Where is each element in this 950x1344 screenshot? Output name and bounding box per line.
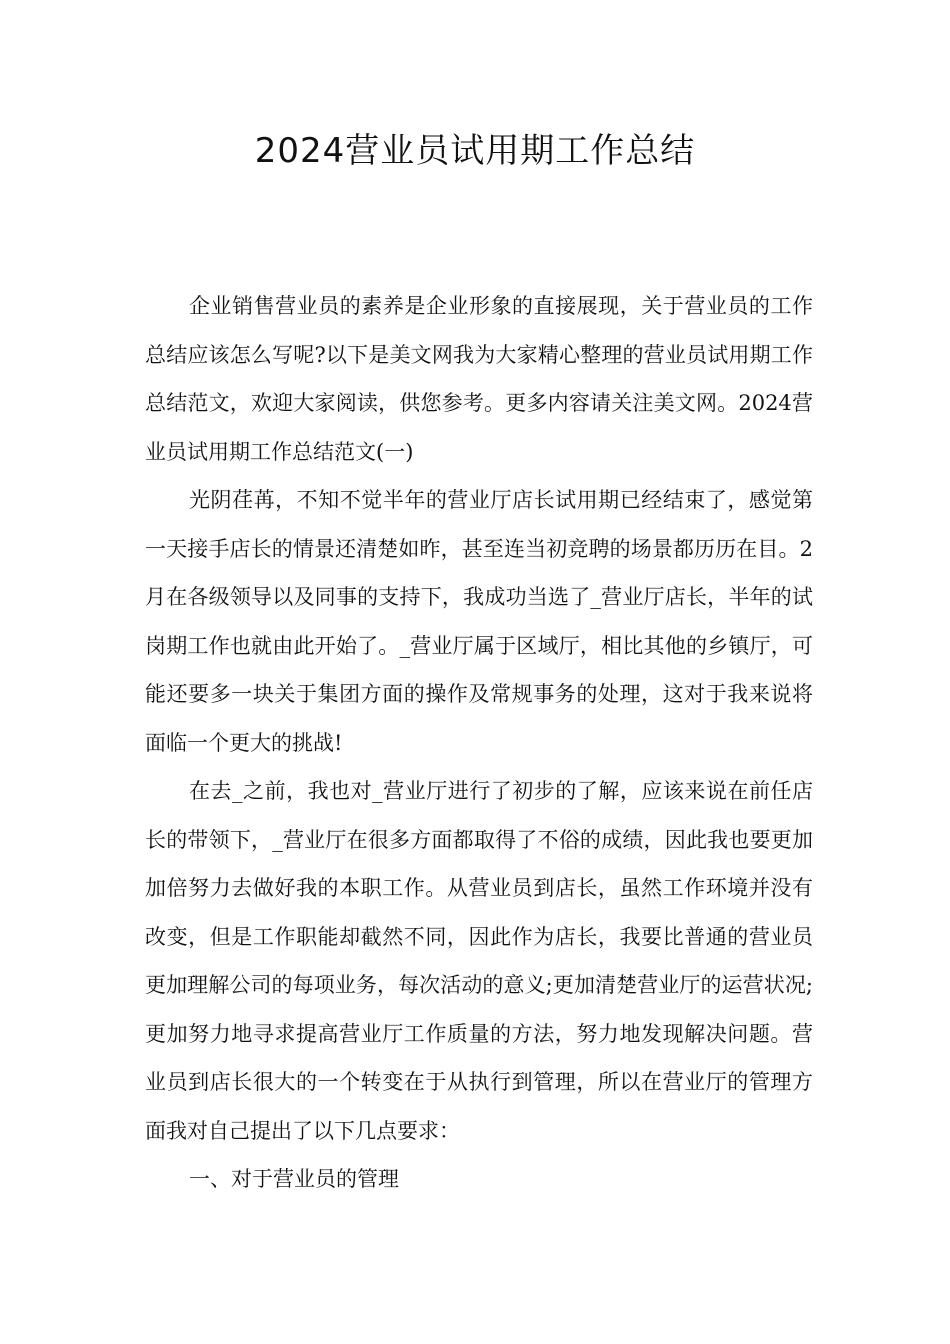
body-paragraph: 在去_之前，我也对_营业厅进行了初步的了解，应该来说在前任店长的带领下，_营业厅在很多方面都取得了不俗的成绩，因此我也要更加加倍努力去做好我的本职工作。从营业员到店长，虽然工作环境并没有改变，但是工作职能却截然不同，因此作为店长，我要比普通的营业员更加理解公司的每项业务，每次活动的意义;更加清楚营业厅的运营状况;更加努力地寻求提高营业厅工作质量的方法，努力地发现解决问题。营业员到店长很大的一个转变在于从执行到管理，所以在营业厅的管理方面我对自己提出了以下几点要求： xyxy=(145,779,813,1143)
document-body xyxy=(145,282,813,1204)
intro-paragraph: 企业销售营业员的素养是企业形象的直接展现，关于营业员的工作总结应该怎么写呢?以下是美文网我为大家精心整理的营业员试用期工作总结范文，欢迎大家阅读，供您参考。更多内容请关注美文网。2024营业员试用期工作总结范文(一) xyxy=(145,294,813,464)
section-heading: 一、对于营业员的管理 xyxy=(189,1167,399,1191)
document-title: 2024营业员试用期工作总结 xyxy=(254,131,696,171)
body-paragraph: 光阴荏苒，不知不觉半年的营业厅店长试用期已经结束了，感觉第一天接手店长的情景还清楚如昨，甚至连当初竞聘的场景都历历在目。2月在各级领导以及同事的支持下，我成功当选了_营业厅店长，半年的试岗期工作也就由此开始了。_营业厅属于区域厅，相比其他的乡镇厅，可能还要多一块关于集团方面的操作及常规事务的处理，这对于我来说将面临一个更大的挑战! xyxy=(145,488,813,755)
